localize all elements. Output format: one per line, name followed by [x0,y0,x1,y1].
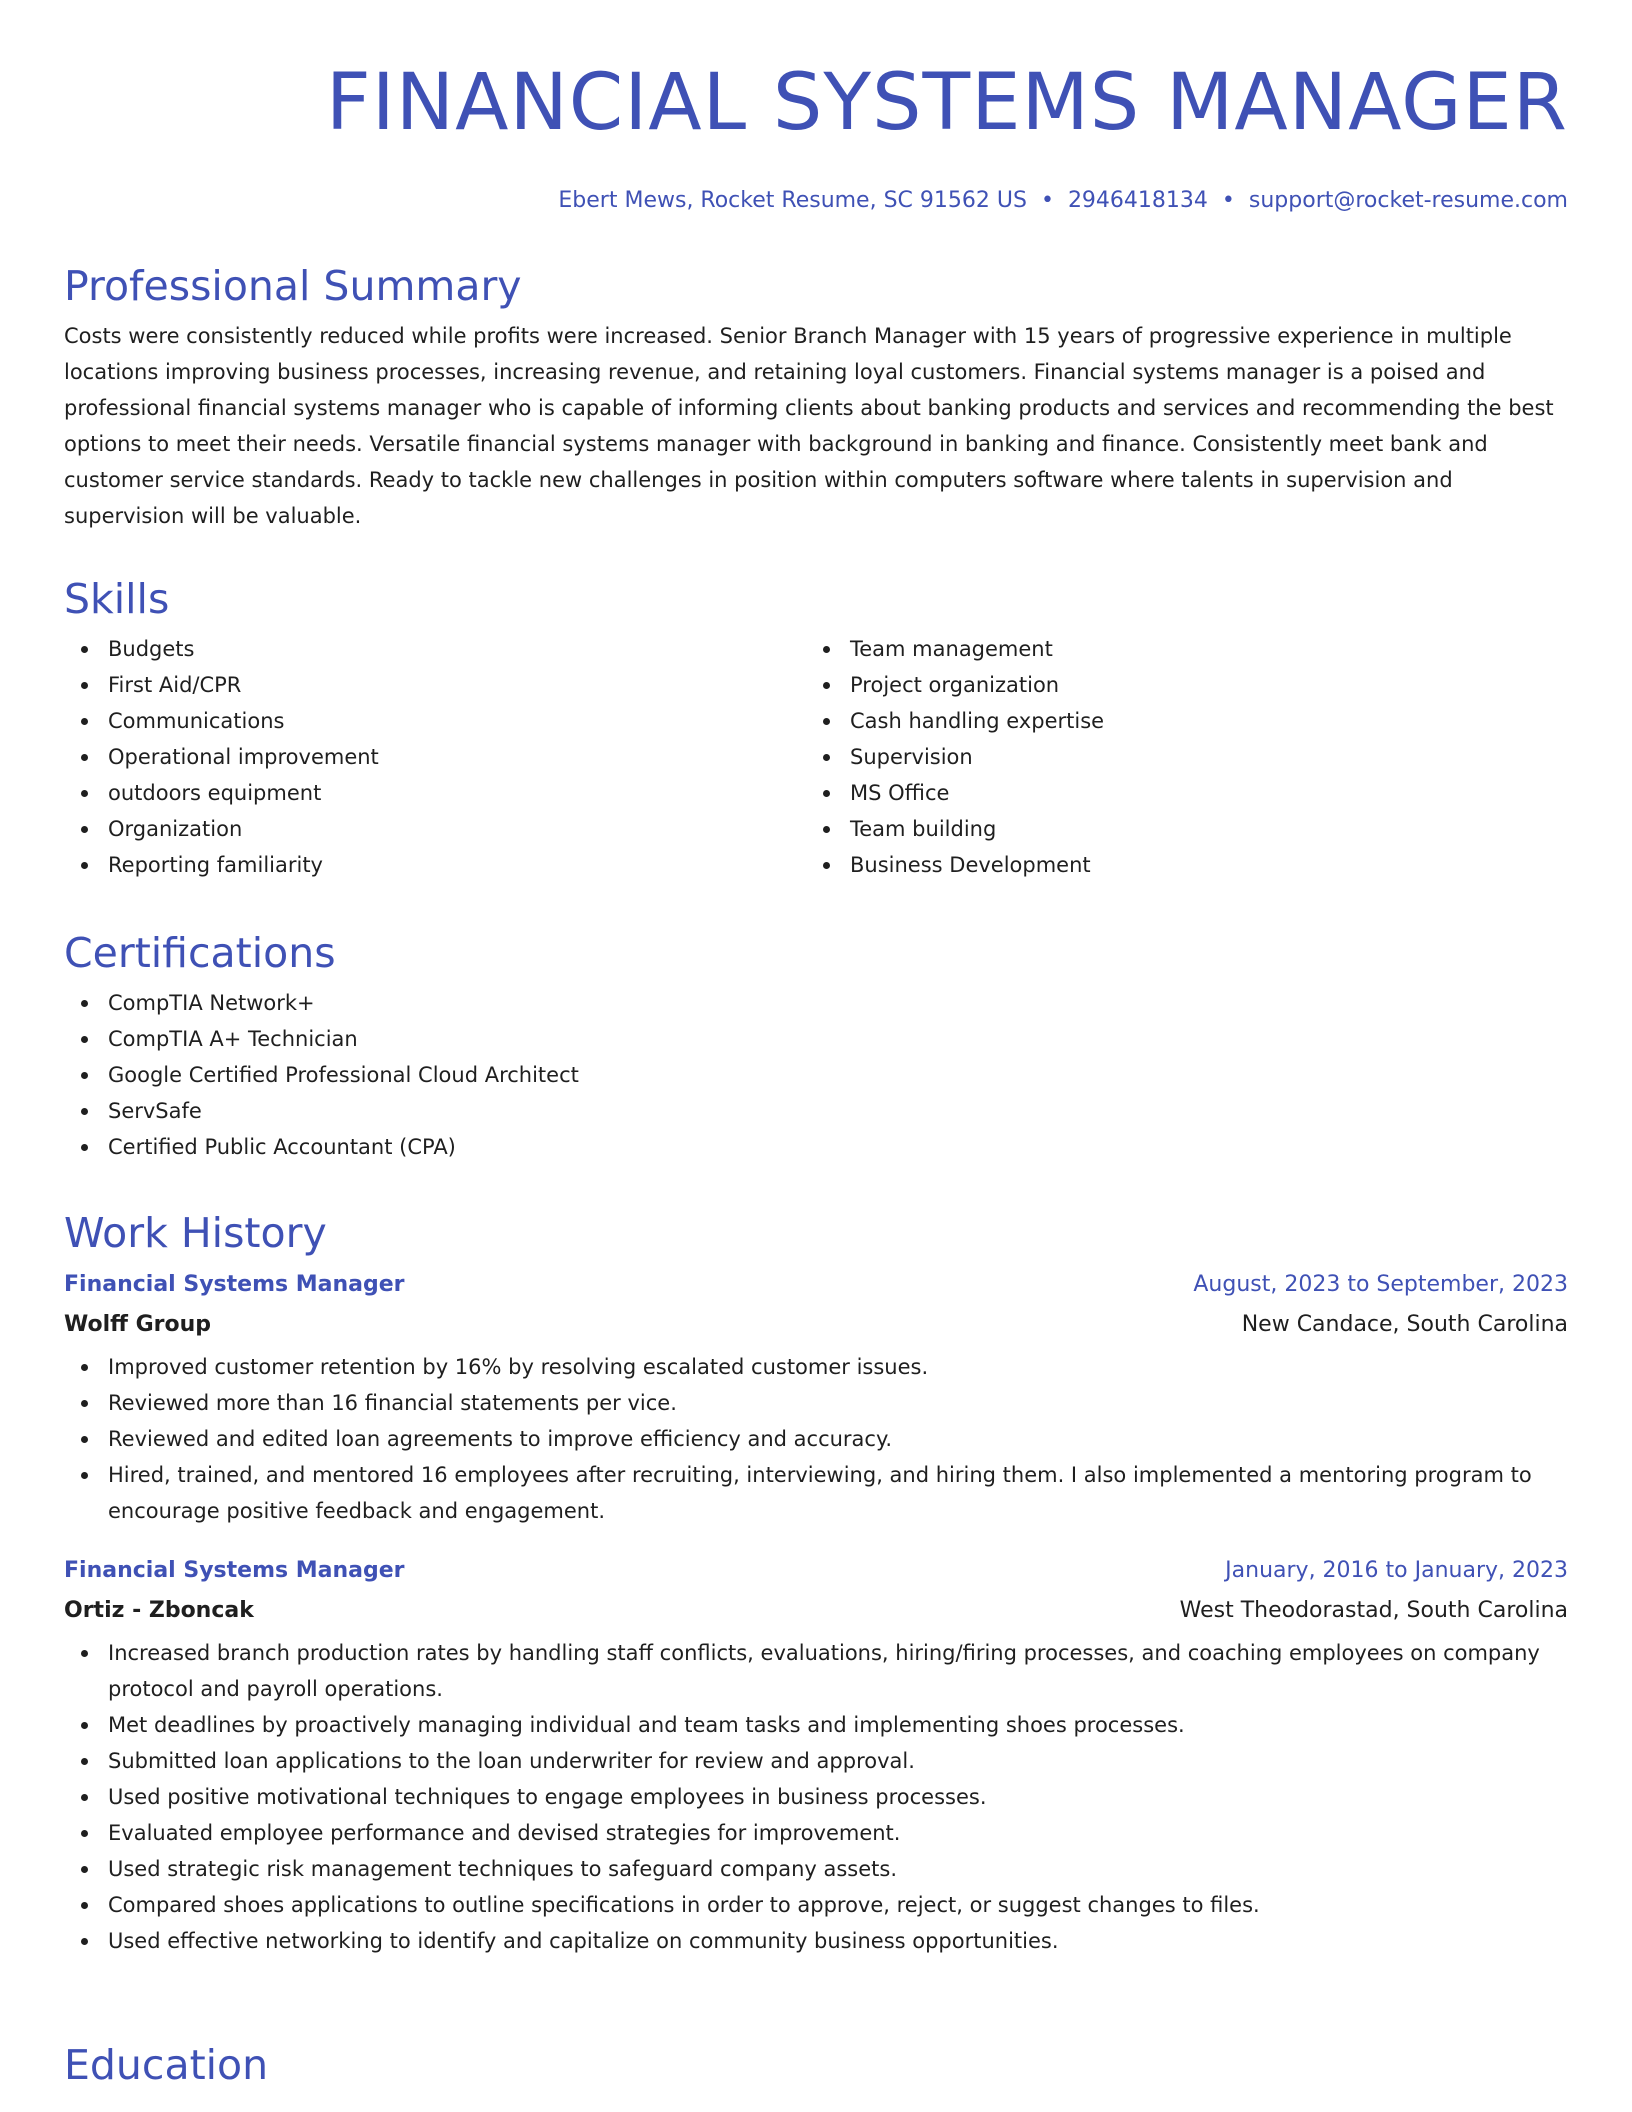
contact-separator: • [1221,188,1235,213]
certification-item: ServSafe [108,1093,1568,1129]
contact-line [64,186,1568,216]
certifications-list [64,985,1568,1165]
job-company: Ortiz - Zboncak [64,1598,254,1623]
certification-item: Certified Public Accountant (CPA) [108,1129,1568,1165]
job-bullet: Evaluated employee performance and devised strategies for improvement. [108,1815,1568,1851]
contact-address: Ebert Mews, Rocket Resume, SC 91562 US [558,188,1027,213]
job-bullet: Increased branch production rates by handling staff conflicts, evaluations, hiring/firing processes, and coaching employees on company protocol and payroll operations. [108,1635,1568,1707]
skill-item: Reporting familiarity [108,847,806,883]
job-bullets [64,1635,1568,1959]
job-bullet: Used strategic risk management techniques to safeguard company assets. [108,1851,1568,1887]
skill-item: Organization [108,811,806,847]
skill-item: Budgets [108,631,806,667]
job-location: West Theodorastad, South Carolina [1179,1598,1568,1623]
education-section [64,2037,1568,2093]
job-bullet: Reviewed more than 16 financial statements per vice. [108,1385,1568,1421]
summary-text: Costs were consistently reduced while profits were increased. Senior Branch Manager with 15 years of progressive experience in multiple locations improving business processes, increasing revenue, and retaining loyal customers. Financial systems manager is a poised and professional financial systems manager who is capable of informing clients about banking products and services and recommending the best options to meet their needs. Versatile financial systems manager with background in banking and finance. Consistently meet bank and customer service standards. Ready to tackle new challenges in position within computers software where talents in supervision and supervision will be valuable. [64,324,1554,528]
section-heading-certifications: Certifications [64,929,336,977]
contact-separator: • [1040,188,1054,213]
job-title: Financial Systems Manager [64,1272,405,1297]
contact-email[interactable]: support@rocket-resume.com [1248,188,1568,213]
certification-item: CompTIA Network+ [108,985,1568,1021]
job-entry [64,1551,1568,1959]
skill-item: Business Development [850,847,1548,883]
section-heading-summary: Professional Summary [64,262,522,310]
job-company-row [64,1591,1568,1631]
job-dates: August, 2023 to September, 2023 [1193,1272,1568,1297]
section-heading-education: Education [64,2041,269,2089]
job-bullet: Submitted loan applications to the loan underwriter for review and approval. [108,1743,1568,1779]
job-location: New Candace, South Carolina [1241,1312,1568,1337]
skills-list-right [806,631,1548,883]
job-bullet: Used positive motivational techniques to engage employees in business processes. [108,1779,1568,1815]
contact-phone: 2946418134 [1067,188,1208,213]
skills-column-right [806,631,1548,883]
certifications-section [64,925,1568,1165]
skill-item: Cash handling expertise [850,703,1548,739]
skill-item: Communications [108,703,806,739]
section-heading-work-history: Work History [64,1209,327,1257]
job-company-row [64,1305,1568,1345]
certification-item: Google Certified Professional Cloud Architect [108,1057,1568,1093]
skill-item: Project organization [850,667,1548,703]
summary-section [64,258,1568,534]
job-bullet: Improved customer retention by 16% by resolving escalated customer issues. [108,1349,1568,1385]
skill-item: Team management [850,631,1548,667]
job-bullet: Used effective networking to identify and capitalize on community business opportunities. [108,1923,1568,1959]
skill-item: Team building [850,811,1548,847]
skill-item: MS Office [850,775,1548,811]
skill-item: First Aid/CPR [108,667,806,703]
skills-section [64,571,1568,883]
job-entry [64,1265,1568,1529]
job-header-row [64,1265,1568,1305]
job-dates: January, 2016 to January, 2023 [1225,1558,1568,1583]
job-bullets [64,1349,1568,1529]
skill-item: Supervision [850,739,1548,775]
job-bullet: Compared shoes applications to outline specifications in order to approve, reject, or suggest changes to files. [108,1887,1568,1923]
resume-header [64,0,1568,216]
job-header-row [64,1551,1568,1591]
job-bullet: Reviewed and edited loan agreements to improve efficiency and accuracy. [108,1421,1568,1457]
skill-item: Operational improvement [108,739,806,775]
section-heading-skills: Skills [64,575,170,623]
job-company: Wolff Group [64,1312,212,1337]
resume-title: FINANCIAL SYSTEMS MANAGER [325,58,1568,148]
job-bullet: Hired, trained, and mentored 16 employees after recruiting, interviewing, and hiring them. I also implemented a mentoring program to encourage positive feedback and engagement. [108,1457,1568,1529]
work-history-section [64,1205,1568,1959]
certification-item: CompTIA A+ Technician [108,1021,1568,1057]
skills-column-left [64,631,806,883]
job-bullet: Met deadlines by proactively managing individual and team tasks and implementing shoes processes. [108,1707,1568,1743]
skills-list-left [64,631,806,883]
job-title: Financial Systems Manager [64,1558,405,1583]
skill-item: outdoors equipment [108,775,806,811]
skills-grid [64,631,1568,883]
